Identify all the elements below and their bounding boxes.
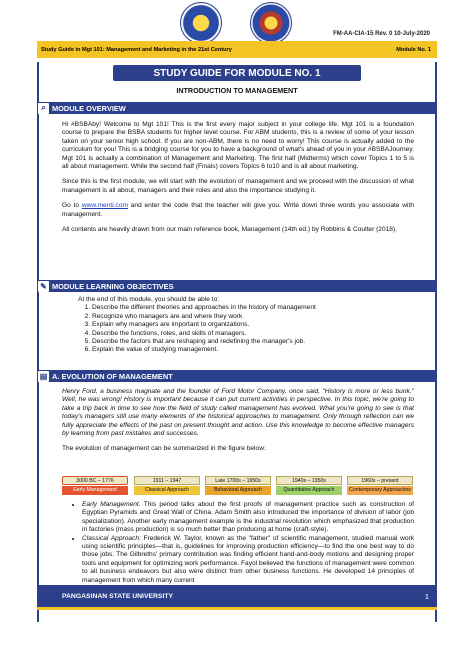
course-title: Study Guide in Mgt 101: Management and Marketing in the 21st Century bbox=[41, 46, 232, 53]
timeline-label: Contemporary Approaches bbox=[347, 486, 413, 495]
pencil-icon: ✎ bbox=[38, 281, 49, 292]
module-number: Module No. 1 bbox=[396, 46, 431, 53]
evolution-summary: The evolution of management can be summarized in the figure below: bbox=[62, 445, 266, 453]
list-item: 1. Describe the different theories and approaches in the history of management bbox=[92, 304, 408, 312]
page-title: STUDY GUIDE FOR MODULE NO. 1 bbox=[113, 65, 361, 81]
timeline-item bbox=[347, 476, 413, 498]
timeline-years: 1960s – present bbox=[347, 476, 413, 485]
book-icon: ▤ bbox=[39, 371, 48, 381]
list-item: 2. Recognize who managers are and where they work bbox=[92, 313, 408, 321]
section-title: MODULE OVERVIEW bbox=[52, 103, 126, 113]
timeline-item bbox=[205, 476, 271, 498]
footer-strip bbox=[37, 607, 437, 610]
evolution-timeline bbox=[62, 476, 414, 498]
overview-text bbox=[62, 121, 414, 241]
list-item: 3. Explain why managers are important to organizations. bbox=[92, 321, 408, 329]
evolution-text bbox=[62, 388, 414, 461]
timeline-years: 3000 BC – 1776 bbox=[62, 476, 128, 485]
section-title: MODULE LEARNING OBJECTIVES bbox=[52, 281, 174, 291]
evolution-intro: Henry Ford, a business magnate and the founder of Ford Motor Company, once said, "History is more or less bunk." Well, he was wrong! History is important because it can put current activities in perspective. In this topic, we're going to take a trip back in time to see how the field of study called management has evolved. What you're going to see is that today's managers still use many elements of the historical approaches to management. Only through reflection can we fully appreciate the effects of the past on present thought and action. Use this knowledge to become effective managers by learning from past mistakes and successes. bbox=[62, 388, 414, 438]
overview-paragraph-3: Go to www.menti.com and enter the code that the teacher will give you. Write down three words you associate with management. bbox=[62, 202, 414, 218]
list-item: 6. Explain the value of studying management. bbox=[92, 346, 408, 354]
timeline-item bbox=[276, 476, 342, 498]
university-seal-logo bbox=[180, 2, 222, 44]
section-header-evolution bbox=[37, 370, 437, 382]
list-item: 5. Describe the factors that are reshaping and redefining the manager's job. bbox=[92, 338, 408, 346]
page-number: 1 bbox=[424, 591, 429, 601]
form-code: FM-AA-CIA-15 Rev. 0 10-July-2020 bbox=[333, 31, 430, 37]
timeline-label: Classical Approach bbox=[134, 486, 200, 495]
university-name: PANGASINAN STATE UNIVERSITY bbox=[62, 592, 174, 600]
list-item: • Early Management. This period talks about the first proofs of management practice such as construction of Egyptian Pyramids and Great Wall of China. Adam Smith also introduced the importance of division of labor (job specialization). Another early management example is the industrial revolution which emphasized that production in factories (mass production) is so much better than producing at home (craft-style). bbox=[82, 501, 414, 535]
page-footer bbox=[37, 585, 437, 607]
timeline-years: 1911 – 1947 bbox=[134, 476, 200, 485]
evolution-bullets bbox=[70, 501, 414, 585]
timeline-label: Quantitative Approach bbox=[276, 486, 342, 495]
section-header-overview bbox=[37, 102, 437, 114]
campus-seal-logo bbox=[250, 2, 292, 44]
overview-paragraph-4: All contents are heavily drawn from our main reference book, Management (14th ed.) by Robbins & Coulter (2018). bbox=[62, 226, 397, 234]
objectives-intro: At the end of this module, you should be able to: bbox=[78, 296, 220, 303]
timeline-label: Early Management bbox=[62, 486, 128, 495]
search-icon: ⌕ bbox=[38, 103, 49, 114]
document-header bbox=[37, 41, 437, 58]
timeline-item bbox=[62, 476, 128, 498]
menti-link[interactable]: www.menti.com bbox=[81, 202, 128, 210]
section-header-objectives bbox=[37, 280, 437, 292]
timeline-label: Behavioral Approach bbox=[205, 486, 271, 495]
timeline-item bbox=[134, 476, 200, 498]
section-title: A. EVOLUTION OF MANAGEMENT bbox=[52, 371, 173, 381]
list-item: 4. Describe the functions, roles, and skills of managers. bbox=[92, 330, 408, 338]
list-item: • Classical Approach: Frederick W. Taylor, known as the "father" of scientific management, studied manual work using scientific principles—that is, guidelines for improving production efficiency—to find the one best way to do those jobs. The Gilbreths' primary contribution was finding efficient hand-and-body motions and designing proper tools and equipment for optimizing work performance. Fayol believed the functions of management were common to all business endeavors but also were distinct from other business functions. He developed 14 principles of management from which many current bbox=[82, 535, 414, 585]
timeline-years: 1940s – 1950s bbox=[276, 476, 342, 485]
module-subtitle: INTRODUCTION TO MANAGEMENT bbox=[176, 86, 298, 95]
overview-paragraph-1: Hi #BSBAby! Welcome to Mgt 101! This is the first every major subject in your college life. Mgt 101 is a foundation course to prepare the BSBA students for higher level course. For ABM students, this is a review of some of your lesson taken on your senior high school. If you are non-ABM, there is no need to worry! This course is actually added to the curriculum for you! This is a bridging course for you to have a background of what's ahead of you in your #BSBAJourney. Mgt 101 is actually a combination of Management and Marketing. The first half (Midterms) which cover Topics 1 to 5 is all about management. While the second half (Finals) covers Topics 6 to10 and is all about marketing. bbox=[62, 121, 414, 171]
objectives-list bbox=[78, 296, 408, 355]
overview-paragraph-2: Since this is the first module, we will start with the evolution of management and we proceed with the discussion of what management is all about, managers and their roles and also the importance studying it. bbox=[62, 178, 414, 194]
timeline-years: Late 1700s – 1950s bbox=[205, 476, 271, 485]
